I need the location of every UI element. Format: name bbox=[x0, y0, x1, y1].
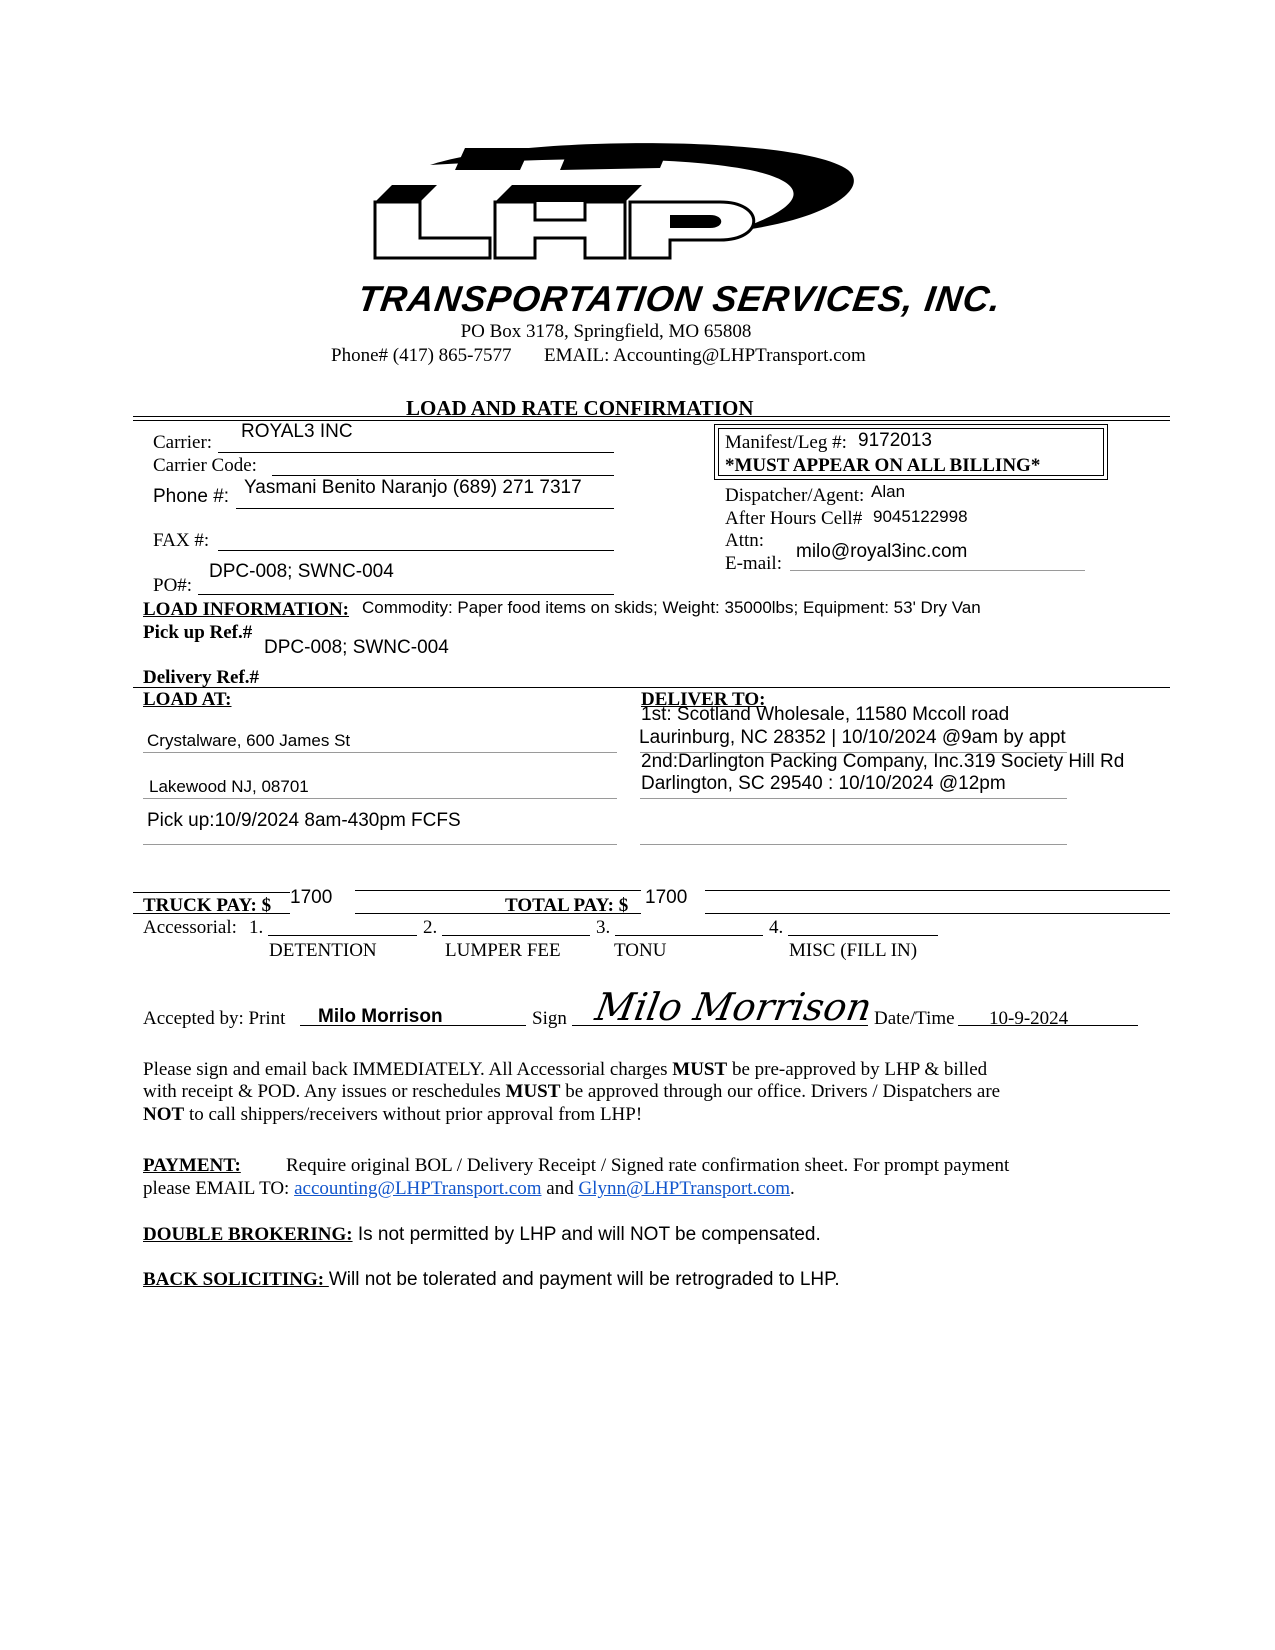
pay-rule-right-top bbox=[705, 890, 1170, 891]
fax-line bbox=[218, 550, 614, 551]
lhp-logo bbox=[370, 140, 860, 265]
accepted-by-label: Accepted by: Print bbox=[143, 1008, 286, 1029]
total-pay-rule-top bbox=[355, 890, 641, 891]
carrier-code-line bbox=[272, 475, 614, 476]
accessorial-field-2[interactable] bbox=[442, 935, 590, 936]
truck-pay-rule-bottom bbox=[133, 913, 290, 914]
company-phone: Phone# (417) 865-7577 bbox=[331, 345, 512, 366]
pay-rule-right-bottom bbox=[705, 913, 1170, 914]
email-label: E-mail: bbox=[725, 553, 782, 574]
print-name-value[interactable]: Milo Morrison bbox=[318, 1006, 443, 1027]
deliver-to-line4[interactable]: Darlington, SC 29540 : 10/10/2024 @12pm bbox=[641, 773, 1006, 794]
payment-text-2: please EMAIL TO: accounting@LHPTransport.com and Glynn@LHPTransport.com. bbox=[143, 1178, 795, 1199]
notice-line-3: NOT to call shippers/receivers without prior approval from LHP! bbox=[143, 1104, 643, 1125]
section-rule bbox=[133, 687, 1170, 688]
load-at-line1[interactable]: Crystalware, 600 James St bbox=[147, 731, 351, 750]
total-pay-label: TOTAL PAY: $ bbox=[505, 895, 629, 916]
accessorial-num-4: 4. bbox=[769, 917, 784, 938]
load-info-label: LOAD INFORMATION: bbox=[143, 599, 350, 620]
phone-line bbox=[236, 508, 614, 509]
after-hours-value[interactable]: 9045122998 bbox=[873, 507, 968, 526]
total-pay-rule-bottom bbox=[355, 913, 641, 914]
deliver-to-line5-rule bbox=[640, 844, 1067, 845]
notice-line-1: Please sign and email back IMMEDIATELY. All Accessorial charges MUST be pre-approved by LHP & billed bbox=[143, 1059, 988, 1080]
accessorial-label: Accessorial: bbox=[143, 917, 237, 938]
load-at-line3-rule bbox=[143, 844, 617, 845]
total-pay-value[interactable]: 1700 bbox=[645, 887, 688, 908]
phone-label: Phone #: bbox=[153, 486, 230, 507]
company-name: TRANSPORTATION SERVICES, INC. bbox=[355, 278, 1005, 319]
dispatcher-label: Dispatcher/Agent: bbox=[725, 485, 865, 506]
attn-label: Attn: bbox=[725, 530, 765, 551]
po-value[interactable]: DPC-008; SWNC-004 bbox=[209, 561, 394, 582]
fax-label: FAX #: bbox=[153, 530, 210, 551]
accessorial-detention: DETENTION bbox=[269, 940, 377, 961]
carrier-line bbox=[218, 452, 614, 453]
deliver-to-line4-rule bbox=[640, 798, 1067, 799]
load-at-label: LOAD AT: bbox=[143, 689, 232, 710]
signature[interactable]: Milo Morrison bbox=[592, 985, 876, 1029]
deliver-to-line3[interactable]: 2nd:Darlington Packing Company, Inc.319 Society Hill Rd bbox=[641, 751, 1125, 772]
manifest-notice: *MUST APPEAR ON ALL BILLING* bbox=[725, 455, 1041, 476]
dispatcher-value[interactable]: Alan bbox=[871, 482, 906, 501]
carrier-code-label: Carrier Code: bbox=[153, 455, 257, 476]
title-rule-top bbox=[133, 416, 1170, 417]
email-line bbox=[790, 570, 1085, 571]
double-brokering: DOUBLE BROKERING: Is not permitted by LHP and will NOT be compensated. bbox=[143, 1224, 821, 1245]
load-at-line2[interactable]: Lakewood NJ, 08701 bbox=[149, 777, 309, 796]
company-address: PO Box 3178, Springfield, MO 65808 bbox=[460, 321, 752, 342]
carrier-label: Carrier: bbox=[153, 432, 213, 453]
accessorial-field-3[interactable] bbox=[615, 935, 763, 936]
truck-pay-value[interactable]: 1700 bbox=[290, 887, 333, 908]
glynn-email-link[interactable]: Glynn@LHPTransport.com bbox=[578, 1178, 791, 1199]
date-time-value[interactable]: 10-9-2024 bbox=[989, 1008, 1069, 1029]
deliver-to-label: DELIVER TO: bbox=[641, 689, 766, 710]
load-at-line1-rule bbox=[143, 752, 617, 753]
pickup-ref-value[interactable]: DPC-008; SWNC-004 bbox=[264, 637, 449, 658]
accessorial-lumper-fee: LUMPER FEE bbox=[445, 940, 561, 961]
po-line bbox=[198, 594, 614, 595]
manifest-value[interactable]: 9172013 bbox=[858, 430, 932, 451]
back-soliciting: BACK SOLICITING: Will not be tolerated and payment will be retrograded to LHP. bbox=[143, 1269, 840, 1290]
deliver-to-line1[interactable]: 1st: Scotland Wholesale, 11580 Mccoll road bbox=[641, 704, 1010, 725]
accessorial-num-1: 1. bbox=[249, 917, 264, 938]
accessorial-field-1[interactable] bbox=[268, 935, 417, 936]
company-email: EMAIL: Accounting@LHPTransport.com bbox=[544, 345, 866, 366]
payment-label: PAYMENT: bbox=[143, 1155, 241, 1176]
phone-value[interactable]: Yasmani Benito Naranjo (689) 271 7317 bbox=[244, 477, 582, 498]
svg-text:LHP: LHP bbox=[530, 248, 532, 249]
accessorial-tonu: TONU bbox=[614, 940, 667, 961]
po-label: PO#: bbox=[153, 575, 193, 596]
load-at-line2-rule bbox=[143, 798, 617, 799]
document-title: LOAD AND RATE CONFIRMATION bbox=[406, 396, 754, 420]
accessorial-num-3: 3. bbox=[596, 917, 611, 938]
accounting-email-link[interactable]: accounting@LHPTransport.com bbox=[294, 1178, 542, 1199]
accessorial-field-4[interactable] bbox=[788, 935, 938, 936]
carrier-value[interactable]: ROYAL3 INC bbox=[241, 421, 353, 442]
load-info-value[interactable]: Commodity: Paper food items on skids; Weight: 35000lbs; Equipment: 53' Dry Van bbox=[362, 598, 981, 617]
date-time-label: Date/Time bbox=[874, 1008, 955, 1029]
accessorial-misc: MISC (FILL IN) bbox=[789, 940, 918, 961]
email-value[interactable]: milo@royal3inc.com bbox=[796, 541, 968, 562]
truck-pay-rule-top bbox=[133, 892, 290, 893]
sign-label: Sign bbox=[532, 1008, 567, 1029]
accessorial-num-2: 2. bbox=[423, 917, 438, 938]
payment-text-1: Require original BOL / Delivery Receipt / Signed rate confirmation sheet. For prompt payment bbox=[286, 1155, 1010, 1176]
manifest-label: Manifest/Leg #: bbox=[725, 432, 847, 453]
notice-line-2: with receipt & POD. Any issues or reschedules MUST be approved through our office. Drivers / Dispatchers are bbox=[143, 1081, 1001, 1102]
deliver-to-line2[interactable]: Laurinburg, NC 28352 | 10/10/2024 @9am by appt bbox=[639, 727, 1066, 748]
delivery-ref-label: Delivery Ref.# bbox=[143, 667, 260, 688]
truck-pay-label: TRUCK PAY: $ bbox=[143, 895, 272, 916]
after-hours-label: After Hours Cell# bbox=[725, 508, 863, 529]
pickup-ref-label: Pick up Ref.# bbox=[143, 622, 253, 643]
load-at-line3[interactable]: Pick up:10/9/2024 8am-430pm FCFS bbox=[147, 810, 461, 831]
